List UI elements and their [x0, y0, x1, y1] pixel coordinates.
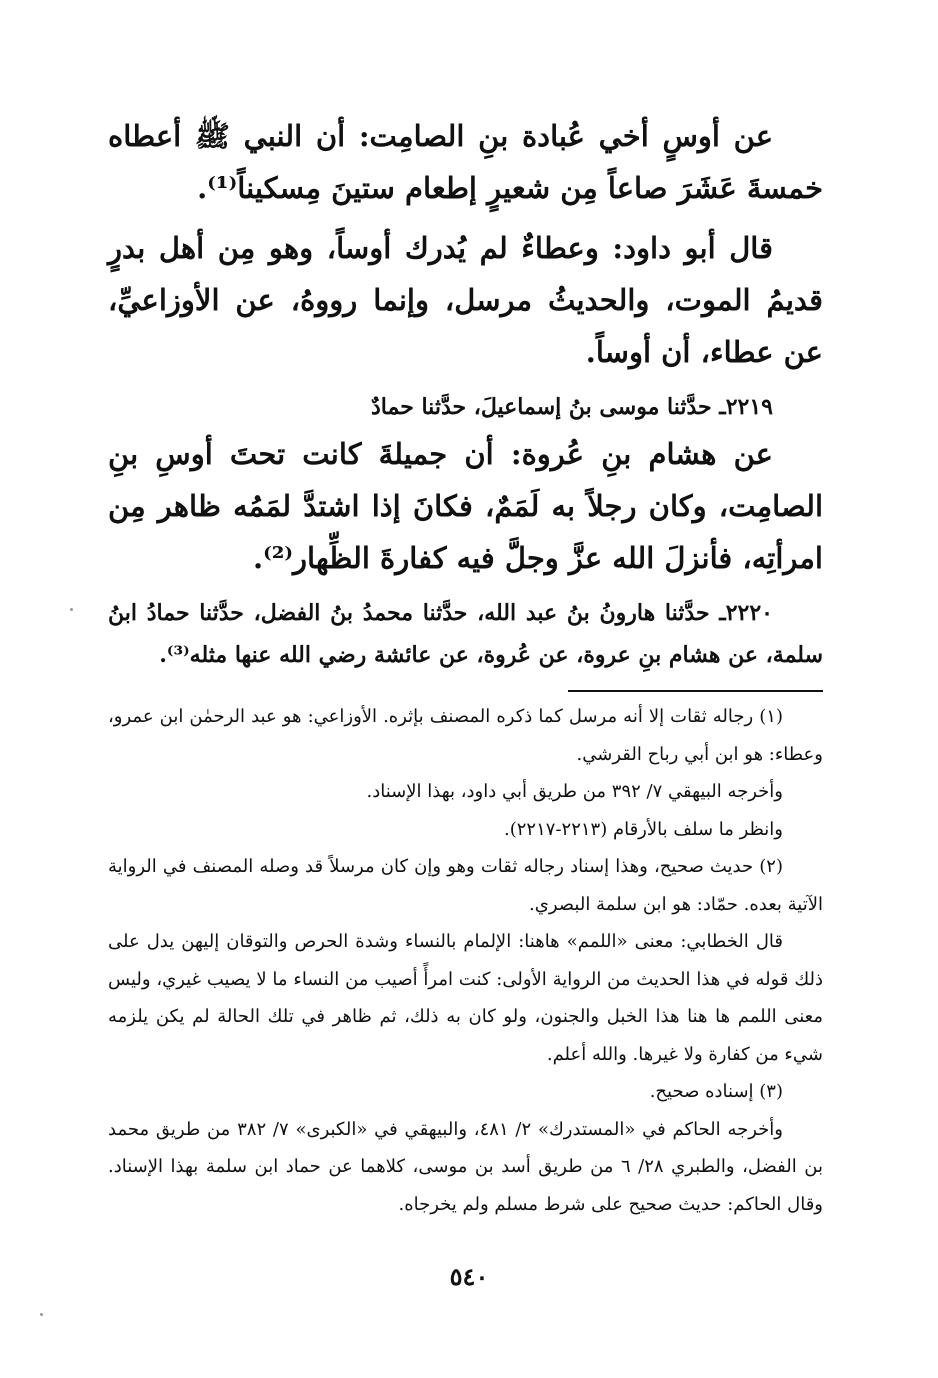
- margin-speck: [40, 1313, 43, 1316]
- footnote-2-khattabi: قال الخطابي: معنى «اللمم» هاهنا: الإلمام بالنساء وشدة الحرص والتوقان إليهن يدل على ذلك قوله في هذا الحديث من الرواية الأولى: كنت امرأً أصيب من النساء ما لا يصيب غيري، وليس معنى اللمم ها هنا هذا الخبل والجنون، ولو كان به ذلك، ثم ظاهر في تلك الحالة لم يكن يلزمه شيء من كفارة ولا غيرها. والله أعلم.: [108, 931, 823, 1065]
- footnote-separator: [568, 690, 823, 692]
- isnad-2219: ٢٢١٩ـ حدَّثنا موسى بنُ إسماعيلَ، حدَّثنا حمادٌ: [371, 394, 773, 420]
- hadith-text-2219: عن هشام بنِ عُروة: أن جميلةَ كانت تحتَ أوسِ بنِ الصامِت، وكان رجلاً به لَمَمٌ، فكانَ إذا اشتدَّ لمَمُه ظاهر مِن امرأتِه، فأنزلَ الله عزَّ وجلَّ فيه كفارةَ الظِّهار⁽²⁾.: [108, 437, 823, 575]
- footnote-3-source: وأخرجه الحاكم في «المستدرك» ٢/ ٤٨١، والبيهقي في «الكبرى» ٧/ ٣٨٢ من طريق محمد بن الفضل، والطبري ٢٨/ ٦ من طريق أسد بن موسى، كلاهما عن حماد ابن سلمة بهذا الإسناد. وقال الحاكم: حديث صحيح على شرط مسلم ولم يخرجاه.: [108, 1118, 823, 1215]
- footnotes: [108, 698, 823, 1223]
- main-text: [108, 110, 823, 676]
- footnote-3: (٣) إسناده صحيح.: [649, 1081, 783, 1102]
- hadith-text-2218: عن أوسٍ أخي عُبادة بنِ الصامِت: أن النبي ﷺ أعطاه خمسةَ عَشَرَ صاعاً مِن شعيرٍ إطعام ستينَ مِسكيناً⁽¹⁾.: [108, 119, 823, 205]
- footnote-1-see-also: وانظر ما سلف بالأرقام (٢٢١٣-٢٢١٧).: [504, 818, 783, 840]
- abu-dawud-comment: قال أبو داود: وعطاءٌ لم يُدرك أوساً، وهو مِن أهل بدرٍ قديمُ الموت، والحديثُ مرسل، وإنما رووهُ، عن الأوزاعيِّ، عن عطاء، أن أوساً.: [108, 231, 823, 369]
- isnad-2220: ٢٢٢٠ـ حدَّثنا هارونُ بنُ عبد الله، حدَّثنا محمدُ بنُ الفضل، حدَّثنا حمادُ ابنُ سلمة، عن هشام بنِ عروة، عن عُروة، عن عائشة رضي الله عنها مثله⁽³⁾.: [108, 600, 823, 668]
- page-body: [108, 110, 823, 1223]
- page-number: ٥٤٠: [449, 1262, 489, 1291]
- footnote-1: (١) رجاله ثقات إلا أنه مرسل كما ذكره المصنف بإثره. الأوزاعي: هو عبد الرحمٰن ابن عمرو، وعطاء: هو ابن أبي رباح القرشي.: [108, 706, 823, 765]
- footnote-1-source: وأخرجه البيهقي ٧/ ٣٩٢ من طريق أبي داود، بهذا الإسناد.: [366, 781, 783, 802]
- margin-speck: [70, 608, 73, 611]
- footnote-2: (٢) حديث صحيح، وهذا إسناد رجاله ثقات وهو وإن كان مرسلاً قد وصله المصنف في الرواية الآتية بعده. حمّاد: هو ابن سلمة البصري.: [108, 856, 823, 915]
